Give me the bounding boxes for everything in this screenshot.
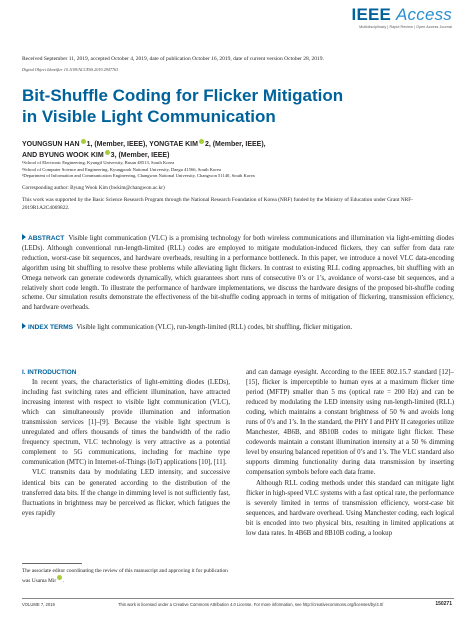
- doi-line: Digital Object Identifier 10.1109/ACCESS.2019.2947763: [22, 67, 119, 72]
- affiliation-1: ¹School of Electronic Engineering, Kyungil University, Busan 48513, South Korea: [22, 160, 175, 165]
- author-3: AND BYUNG WOOK KIM: [22, 152, 104, 159]
- title-line-1: Bit-Shuffle Coding for Flicker Mitigation: [22, 86, 344, 105]
- author-1: YOUNGSUN HAN: [22, 141, 80, 148]
- logo-ieee: IEEE: [351, 5, 392, 24]
- author-2-tail: 2, (Member, IEEE),: [204, 141, 266, 148]
- corresponding-author: Corresponding author: Byung Wook Kim (bwkim@changwon.ac.kr): [22, 185, 165, 191]
- author-3-tail: 3, (Member, IEEE): [110, 152, 170, 159]
- footnote-text: The associate editor coordinating the review of this manuscript and approving it for publication was Usama Mir: [22, 568, 228, 584]
- affiliations: [22, 160, 462, 180]
- paper-title: [22, 85, 462, 127]
- index-terms-text: Visible light communication (VLC), run-length-limited (RLL) codes, bit shuffling, flicker mitigation.: [76, 324, 353, 331]
- orcid-icon[interactable]: [81, 139, 86, 144]
- triangle-icon: [22, 323, 26, 329]
- logo-tagline: Multidisciplinary | Rapid Review | Open Access Journal: [359, 25, 452, 29]
- footer-volume: VOLUME 7, 2019: [22, 602, 55, 607]
- author-list: [22, 139, 442, 161]
- orcid-icon[interactable]: [57, 575, 62, 580]
- paragraph: VLC transmits data by modulating LED intensity, and successive identical bits can be generated according to the distribution of the transferred data bits. If the change in dimming level is not sufficiently fast, fluctuations in brightness may be perceived as flicker, which fatigues the eyes rapidly: [22, 469, 230, 517]
- page-number: 150271: [435, 601, 452, 607]
- affiliation-2: ²School of Computer Science and Engineering, Kyungpook National University, Daegu 41566, South Korea: [22, 166, 221, 172]
- right-column: [246, 368, 454, 539]
- journal-logo: [352, 6, 452, 29]
- index-terms: [22, 323, 454, 333]
- paragraph: Although RLL coding methods under this standard can mitigate light flicker in high-speed VLC systems with a fast optical rate, the performance is severely limited in terms of transmission efficiency, worst-case bit sequences, and hardware overhead. Using Manchester coding, each logical bit is encoded into two physical bits, resulting in limited applications at low data rates. In 4B6B and 8B10B coding, a lookup: [246, 479, 454, 537]
- footer-license[interactable]: This work is licensed under a Creative Commons Attribution 4.0 License. For more information, see http://creativecommons.org/licenses/by/4.0/: [118, 602, 384, 607]
- index-terms-label: INDEX TERMS: [28, 324, 74, 331]
- paragraph: and can damage eyesight. According to the IEEE 802.15.7 standard [12]–[15], flicker is imperceptible to human eyes at a maximum flicker time period (MFTP) smaller than 5 ms (optical rate = 200 Hz) and can be reduced by modulating the LED intensity using run-length-limited (RLL) coding, which maintains a constant brightness of 50 % and avoids long runs of 0’s and 1’s. In the standard, the PHY I and PHY II categories utilize Manchester, 4B6B, and 8B10B codes to mitigate light flicker. These codewords maintain a constant illumination intensity at a 50 % dimming level by ensuring balanced repetition of 0’s and 1’s. The VLC standard also supports dimming functionality during data transmission by inserting compensation symbols before each data frame.: [246, 369, 454, 477]
- footnote-divider: [22, 563, 82, 564]
- left-column: [22, 368, 230, 519]
- abstract: [22, 234, 454, 313]
- triangle-icon: [22, 234, 26, 240]
- author-1-tail: 1, (Member, IEEE), YONGTAE KIM: [86, 141, 198, 148]
- affiliation-3: ³Department of Information and Communication Engineering, Changwon National University, Changwon 51140, South Korea: [22, 173, 255, 179]
- orcid-icon[interactable]: [105, 150, 110, 155]
- paragraph: In recent years, the characteristics of light-emitting diodes (LEDs), including fast switching rates and efficient illumination, have attracted increasing interest with respect to visible light communication (VLC), which can simultaneously provide illumination and information transmission services [1]–[9]. Because the visible light spectrum is unregulated and offers thousands of times the bandwidth of the radio frequency spectrum, VLC technology is very attractive as a potential complement to 5G communications, including for machine type communication (MTC) in Internet-of-Things (IoT) applications [10], [11].: [22, 379, 230, 467]
- funding-note: This work was supported by the Basic Science Research Program through the National Research Foundation of Korea (NRF) funded by the Ministry of Education under Grant NRF-2019R1A2C4069822.: [22, 197, 414, 211]
- abstract-label: ABSTRACT: [28, 235, 65, 242]
- section-heading: I. INTRODUCTION: [22, 369, 77, 376]
- logo-wordmark: [352, 6, 452, 24]
- footer-divider: [22, 598, 454, 599]
- orcid-icon[interactable]: [199, 139, 204, 144]
- received-dates: Received September 11, 2019, accepted October 4, 2019, date of publication October 16, 2019, date of current version October 28, 2019.: [22, 56, 324, 62]
- footnote: [22, 567, 230, 585]
- footnote-period: .: [63, 578, 65, 584]
- title-line-2: in Visible Light Communication: [22, 107, 276, 126]
- abstract-text: Visible light communication (VLC) is a promising technology for both wireless communications and illumination via light-emitting diodes (LEDs). Although conventional run-length-limited (RLL) codes are employed to mitigate modulation-induced flickers, they can suffer from data rate reduction, worst-case bit sequences, and hardware overheads, resulting in a performance bottleneck. In this paper, we introduce a novel VLC data-encoding algorithm using bit shuffling to resolve these problems while alleviating light flickers. In contrast to existing RLL coding approaches, bit shuffling with an Omega network can generate codewords dynamically, which guarantees short runs of consecutive 0’s or 1’s, avoidance of worst-case bit sequences, and a relatively short code length. To illustrate the performance of hardware implementations, we discuss the hardware designs of the proposed bit-shuffle coding scheme. Our simulation results demonstrate the effectiveness of the bit-shuffle coding approach in terms of mitigation of flickering, transmission efficiency, and hardware overheads.: [22, 235, 454, 312]
- logo-access: Access: [396, 5, 452, 24]
